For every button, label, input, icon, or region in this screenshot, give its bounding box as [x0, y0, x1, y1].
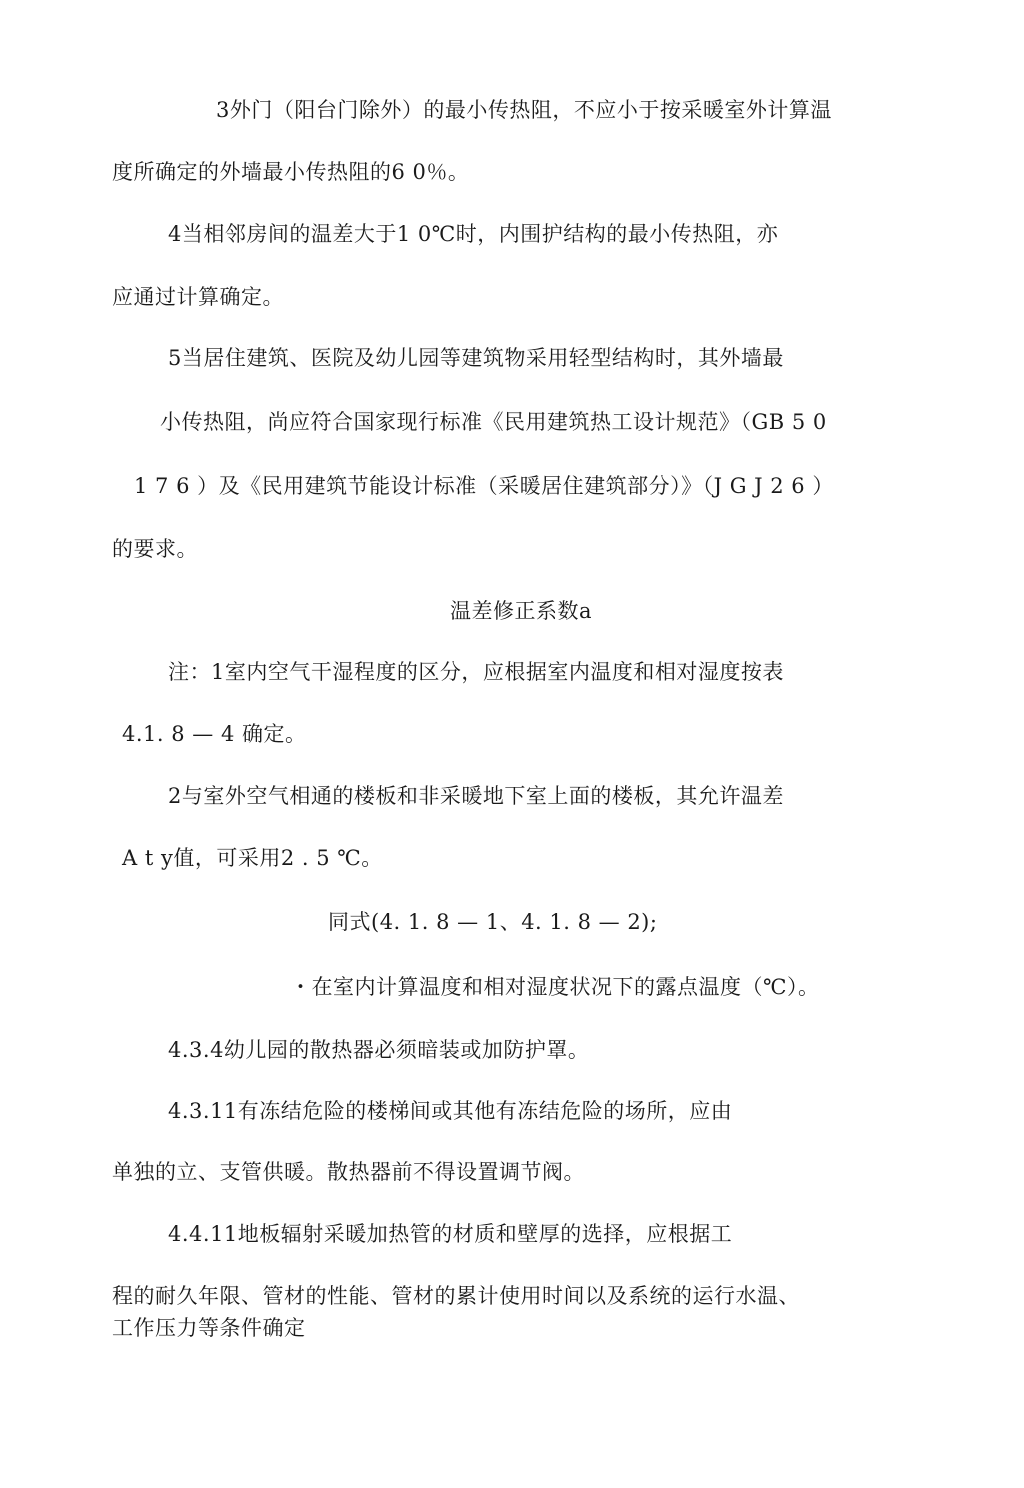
text-line-11: 4.1. 8 — 4 确定。 — [122, 722, 307, 746]
text-line-1: 3外门（阳台门除外）的最小传热阻，不应小于按采暖室外计算温 — [216, 98, 832, 122]
text-line-19: 4.4.11地板辐射采暖加热管的材质和壁厚的选择，应根据工 — [168, 1222, 733, 1246]
text-line-13: A t y值，可采用2 . 5 ℃。 — [122, 846, 383, 870]
text-line-20: 程的耐久年限、管材的性能、管材的累计使用时间以及系统的运行水温、 — [112, 1284, 800, 1308]
text-line-8: 的要求。 — [112, 537, 198, 561]
text-line-21: 工作压力等条件确定 — [112, 1316, 306, 1340]
section-title: 温差修正系数a — [450, 599, 593, 623]
text-line-5: 5当居住建筑、医院及幼儿园等建筑物采用轻型结构时，其外墙最 — [168, 346, 784, 370]
text-line-18: 单独的立、支管供暖。散热器前不得设置调节阀。 — [112, 1160, 585, 1184]
text-line-14: 同式(4. 1. 8 — 1、4. 1. 8 — 2); — [328, 910, 658, 934]
text-line-2: 度所确定的外墙最小传热阻的6 0％。 — [112, 160, 470, 184]
text-line-3: 4当相邻房间的温差大于1 0℃时，内围护结构的最小传热阻，亦 — [168, 222, 779, 246]
text-line-4: 应通过计算确定。 — [112, 285, 284, 309]
text-line-10: 注：1室内空气干湿程度的区分，应根据室内温度和相对湿度按表 — [168, 660, 784, 684]
text-line-7: 1 7 6 ）及《民用建筑节能设计标准（采暖居住建筑部分）》（J G J 2 6 ） — [134, 474, 834, 498]
text-line-6: 小传热阻，尚应符合国家现行标准《民用建筑热工设计规范》（GB 5 0 — [160, 410, 827, 434]
text-line-17: 4.3.11有冻结危险的楼梯间或其他有冻结危险的场所，应由 — [168, 1099, 733, 1123]
text-line-15: ・在室内计算温度和相对湿度状况下的露点温度（℃）。 — [290, 975, 820, 999]
text-line-12: 2与室外空气相通的楼板和非采暖地下室上面的楼板，其允许温差 — [168, 784, 784, 808]
text-line-16: 4.3.4幼儿园的散热器必须暗装或加防护罩。 — [168, 1038, 590, 1062]
